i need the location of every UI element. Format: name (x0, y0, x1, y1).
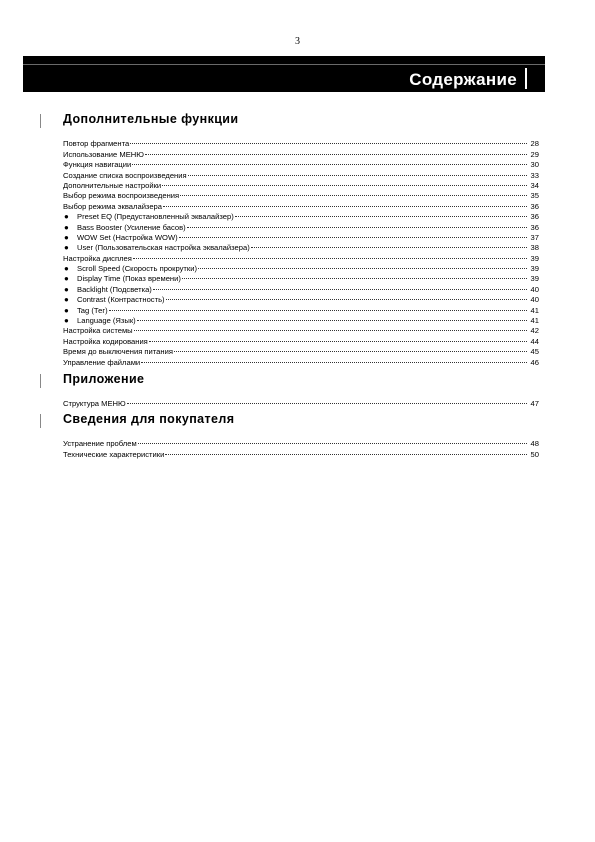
dot-leader (127, 393, 527, 404)
bullet-icon: ● (64, 305, 69, 315)
page-title: Содержание (409, 70, 517, 89)
toc-page-number: 39 (530, 253, 539, 263)
toc-page-number: 46 (530, 357, 539, 367)
toc-entry-title: Выбор режима эквалайзера (63, 201, 162, 211)
section-title: Сведения для покупателя (63, 412, 235, 426)
toc-page-number: 28 (530, 139, 539, 149)
toc-page-number: 36 (530, 212, 539, 222)
toc-page-number: 48 (530, 439, 539, 449)
toc-entry-title: Устранение проблем (63, 439, 137, 449)
dot-leader (141, 351, 527, 362)
section-title: Дополнительные функции (63, 112, 239, 126)
toc-entry-title: Повтор фрагмента (63, 139, 130, 149)
toc-entry-title: Display Time (Показ времени) (77, 274, 181, 284)
toc-entry-title: Использование МЕНЮ (63, 149, 144, 159)
toc-entry-title: Scroll Speed (Скорость прокрутки) (77, 264, 197, 274)
toc-entry-title: Настройка системы (63, 326, 133, 336)
toc-page-number: 29 (530, 149, 539, 159)
toc-entry-title: Управление файлами (63, 357, 141, 367)
toc-page-number: 40 (530, 284, 539, 294)
bullet-icon: ● (64, 264, 69, 274)
toc-entry-title: Структура МЕНЮ (63, 399, 126, 409)
toc-page-number: 37 (530, 232, 539, 242)
toc-page-number: 47 (530, 399, 539, 409)
section-customer-info (40, 412, 540, 459)
toc-entry-title: Tag (Тег) (77, 305, 108, 315)
toc-entry-title: Дополнительные настройки (63, 180, 162, 190)
bullet-icon: ● (64, 243, 69, 253)
toc-page-number: 40 (530, 295, 539, 305)
toc-page-number: 42 (530, 326, 539, 336)
toc-page-number: 41 (530, 316, 539, 326)
toc-page-number: 50 (530, 449, 539, 459)
toc-entry-title: Выбор режима воспроизведения (63, 191, 180, 201)
page-number: 3 (295, 36, 300, 47)
toc-entry-title: Время до выключения питания (63, 347, 173, 357)
toc-page-number: 44 (530, 336, 539, 346)
toc-page-number: 36 (530, 222, 539, 232)
section-marker (40, 414, 41, 428)
toc-list (63, 435, 539, 459)
toc-entry-title: Preset EQ (Предустановленный эквалайзер) (77, 212, 234, 222)
toc-page-number: 41 (530, 305, 539, 315)
toc-entry-title: Функция навигации (63, 160, 132, 170)
toc-entry-title: WOW Set (Настройка WOW) (77, 232, 178, 242)
toc-entry-title: Технические характеристики (63, 449, 165, 459)
toc-page-number: 39 (530, 274, 539, 284)
toc-list (63, 395, 539, 409)
section-additional-functions (40, 112, 540, 367)
bullet-icon: ● (64, 274, 69, 284)
toc-page-number: 30 (530, 160, 539, 170)
toc-entry-title: Language (Язык) (77, 316, 136, 326)
toc-page-number: 35 (530, 191, 539, 201)
dot-leader (165, 443, 527, 454)
toc-page-number: 45 (530, 347, 539, 357)
toc-entry-title: Backlight (Подсветка) (77, 284, 152, 294)
toc-entry-title: Настройка дисплея (63, 253, 132, 263)
toc-page-number: 33 (530, 170, 539, 180)
bullet-icon: ● (64, 212, 69, 222)
bullet-icon: ● (64, 222, 69, 232)
section-marker (40, 374, 41, 388)
section-title: Приложение (63, 372, 145, 386)
toc-entry-title: User (Пользовательская настройка эквалайзера) (77, 243, 250, 253)
header-accent-bar (525, 68, 527, 89)
bullet-icon: ● (64, 232, 69, 242)
bullet-icon: ● (64, 284, 69, 294)
header-bar (23, 56, 545, 92)
header-divider-line (23, 64, 545, 65)
bullet-icon: ● (64, 295, 69, 305)
toc-entry-title: Contrast (Контрастность) (77, 295, 165, 305)
toc-page-number: 36 (530, 201, 539, 211)
toc-list (63, 135, 539, 367)
toc-page-number: 34 (530, 180, 539, 190)
toc-page-number: 39 (530, 264, 539, 274)
toc-entry[interactable] (63, 395, 539, 409)
toc-entry-title: Настройка кодирования (63, 336, 148, 346)
bullet-icon: ● (64, 316, 69, 326)
toc-entry-title: Bass Booster (Усиление басов) (77, 222, 186, 232)
section-marker (40, 114, 41, 128)
toc-page-number: 38 (530, 243, 539, 253)
section-appendix (40, 372, 540, 409)
toc-entry-title: Создание списка воспроизведения (63, 170, 187, 180)
